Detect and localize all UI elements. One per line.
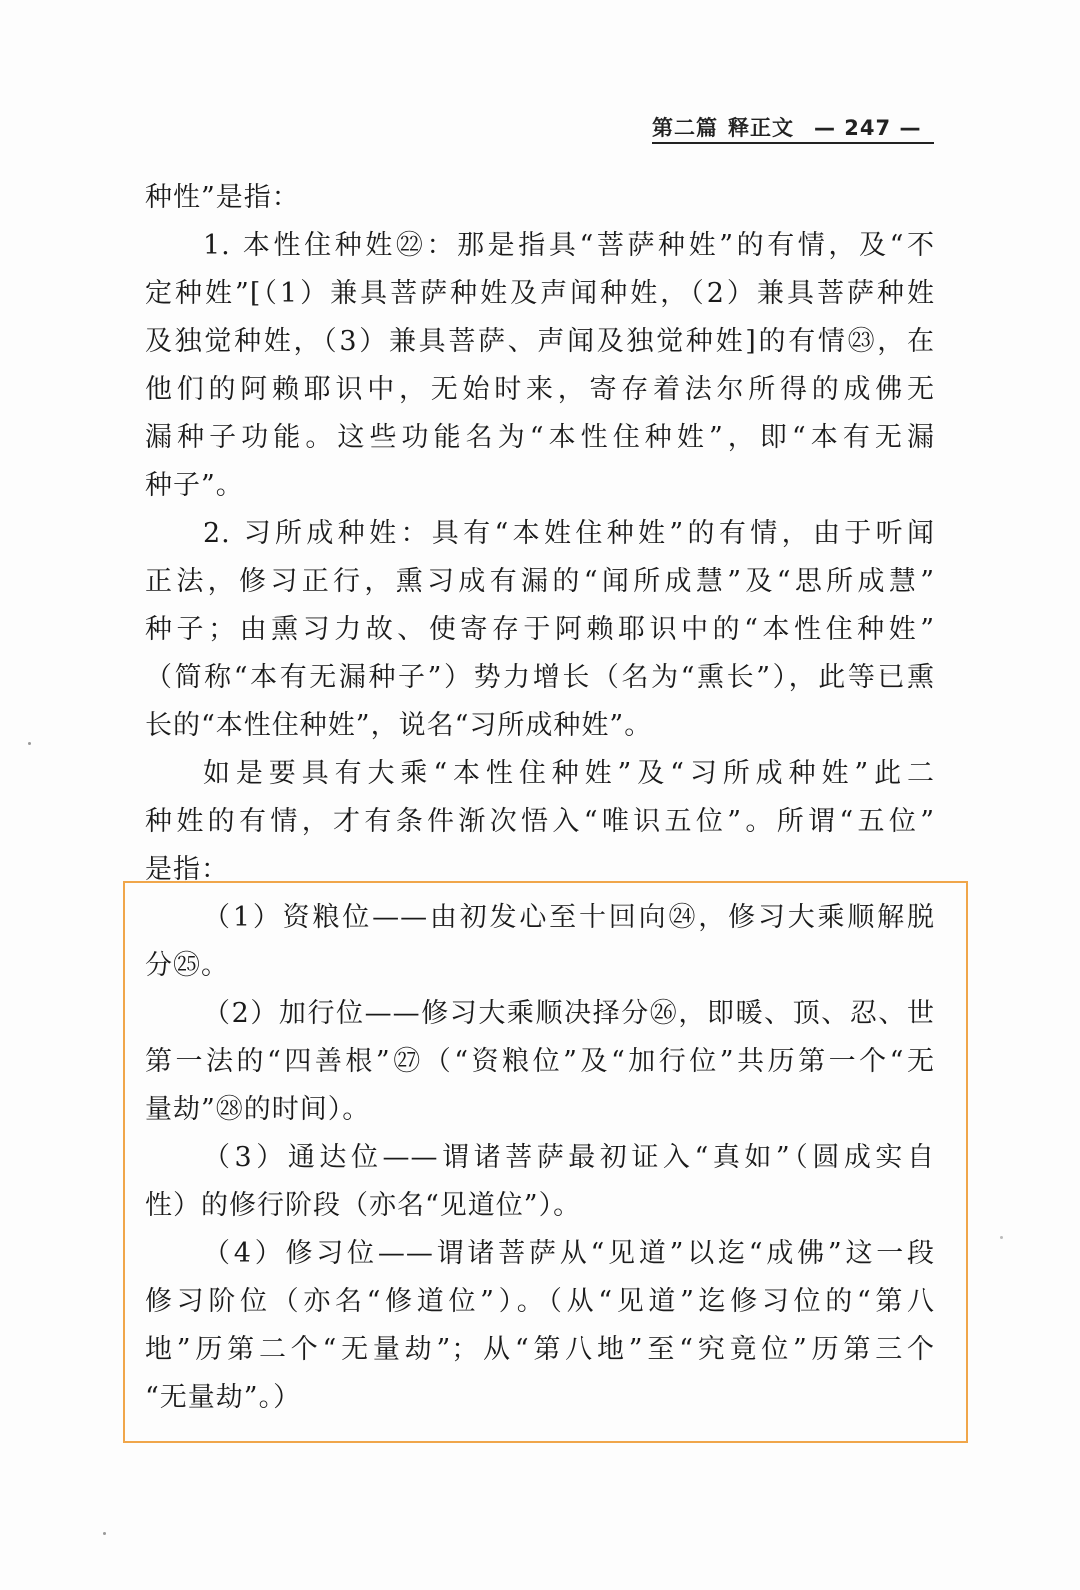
five-stages-list xyxy=(145,894,935,1422)
text-line: “无量劫”。） xyxy=(145,1382,302,1413)
text-line: 漏种子功能。这些功能名为“本性住种姓”，即“本有无漏 xyxy=(145,422,935,453)
header-part: 第二篇 xyxy=(652,116,718,140)
paper-speck xyxy=(28,742,31,745)
text-line: （3）通达位——谓诸菩萨最初证入“真如”（圆成实自 xyxy=(203,1142,935,1173)
text-line: （4）修习位——谓诸菩萨从“见道”以迄“成佛”这一段 xyxy=(203,1238,935,1269)
header-section: 释正文 xyxy=(728,116,794,140)
text-line: 量劫”㉘的时间）。 xyxy=(145,1094,371,1125)
text-line: 如是要具有大乘“本性住种姓”及“习所成种姓”此二 xyxy=(203,758,935,789)
text-line: （2）加行位——修习大乘顺决择分㉖，即暖、顶、忍、世 xyxy=(203,998,935,1029)
text-line: 定种姓”[（1）兼具菩萨种姓及声闻种姓，（2）兼具菩萨种姓 xyxy=(145,278,935,309)
text-line: 1. 本性住种姓㉒：那是指具“菩萨种姓”的有情，及“不 xyxy=(203,230,935,261)
text-line: 第一法的“四善根”㉗（“资粮位”及“加行位”共历第一个“无 xyxy=(145,1046,935,1077)
text-line: 种子”。 xyxy=(145,470,244,501)
text-line: （1）资粮位——由初发心至十回向㉔，修习大乘顺解脱 xyxy=(203,902,935,933)
text-line: 他们的阿赖耶识中，无始时来，寄存着法尔所得的成佛无 xyxy=(145,374,935,405)
text-line: 长的“本性住种姓”，说名“习所成种姓”。 xyxy=(145,710,653,741)
text-line: 种姓的有情，才有条件渐次悟入“唯识五位”。所谓“五位” xyxy=(145,806,935,837)
text-line: 正法，修习正行，熏习成有漏的“闻所成慧”及“思所成慧” xyxy=(145,566,935,597)
text-line: 2. 习所成种姓：具有“本姓住种姓”的有情，由于听闻 xyxy=(203,518,935,549)
text-line: 及独觉种姓，（3）兼具菩萨、声闻及独觉种姓]的有情㉓，在 xyxy=(145,326,935,357)
text-line: 修习阶位（亦名“修道位”）。（从“见道”迄修习位的“第八 xyxy=(145,1286,935,1317)
text-line: 性）的修行阶段（亦名“见道位”）。 xyxy=(145,1190,582,1221)
text-line: （简称“本有无漏种子”）势力增长（名为“熏长”），此等已熏 xyxy=(145,662,935,693)
paper-speck xyxy=(103,1532,106,1535)
text-line: 分㉕。 xyxy=(145,950,229,981)
text-line: 种子；由熏习力故、使寄存于阿赖耶识中的“本性住种姓” xyxy=(145,614,935,645)
page-number: — 247 — xyxy=(814,116,922,140)
text-line: 是指： xyxy=(145,854,229,885)
running-header xyxy=(652,112,934,144)
upper-paragraphs xyxy=(145,174,935,894)
text-line: 地”历第二个“无量劫”；从“第八地”至“究竟位”历第三个 xyxy=(145,1334,935,1365)
paper-speck xyxy=(1000,1236,1003,1239)
header-rule xyxy=(652,142,934,144)
text-line: 种性”是指： xyxy=(145,182,300,213)
